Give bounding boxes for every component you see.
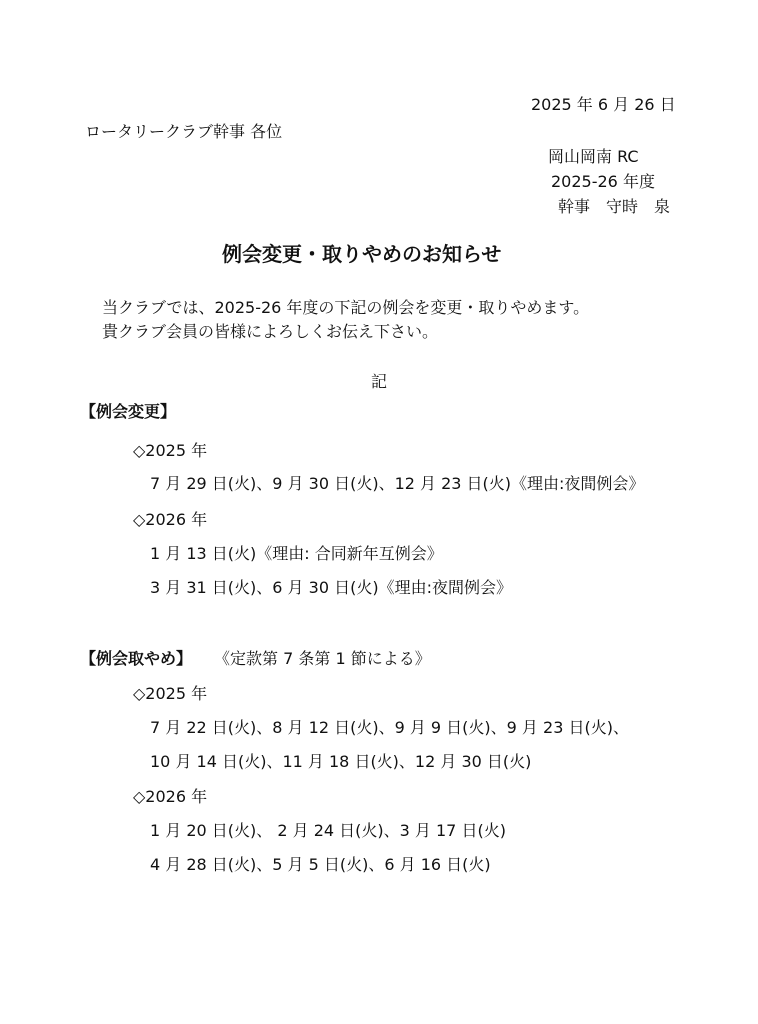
- sender-club: 岡山岡南 RC: [548, 147, 639, 166]
- document-title: 例会変更・取りやめのお知らせ: [222, 242, 502, 266]
- intro-line: 当クラブでは、2025-26 年度の下記の例会を変更・取りやめます。: [102, 298, 590, 317]
- section-heading: 【例会取やめ】: [80, 649, 193, 668]
- date-line: 4 月 28 日(火)、5 月 5 日(火)、6 月 16 日(火): [150, 855, 491, 874]
- sender-person: 幹事 守時 泉: [558, 197, 671, 216]
- year-label: ◇2025 年: [133, 684, 208, 703]
- date-line: 7 月 29 日(火)、9 月 30 日(火)、12 月 23 日(火)《理由:夜間例会》: [150, 474, 645, 493]
- date-line: 1 月 13 日(火)《理由: 合同新年互例会》: [150, 544, 443, 563]
- year-label: ◇2026 年: [133, 787, 208, 806]
- year-label: ◇2025 年: [133, 441, 208, 460]
- date-line: 7 月 22 日(火)、8 月 12 日(火)、9 月 9 日(火)、9 月 23 日(火)、: [150, 718, 629, 737]
- year-label: ◇2026 年: [133, 510, 208, 529]
- document-date: 2025 年 6 月 26 日: [531, 95, 676, 114]
- date-line: 3 月 31 日(火)、6 月 30 日(火)《理由:夜間例会》: [150, 578, 512, 597]
- ki-mark: 記: [371, 372, 388, 391]
- date-line: 10 月 14 日(火)、11 月 18 日(火)、12 月 30 日(火): [150, 752, 532, 771]
- addressee: ロータリークラブ幹事 各位: [85, 122, 283, 141]
- date-line: 1 月 20 日(火)、 2 月 24 日(火)、3 月 17 日(火): [150, 821, 506, 840]
- section-note: 《定款第 7 条第 1 節による》: [214, 649, 431, 668]
- intro-line: 貴クラブ会員の皆様によろしくお伝え下さい。: [102, 322, 439, 341]
- section-heading: 【例会変更】: [80, 402, 177, 421]
- sender-year: 2025-26 年度: [551, 172, 655, 191]
